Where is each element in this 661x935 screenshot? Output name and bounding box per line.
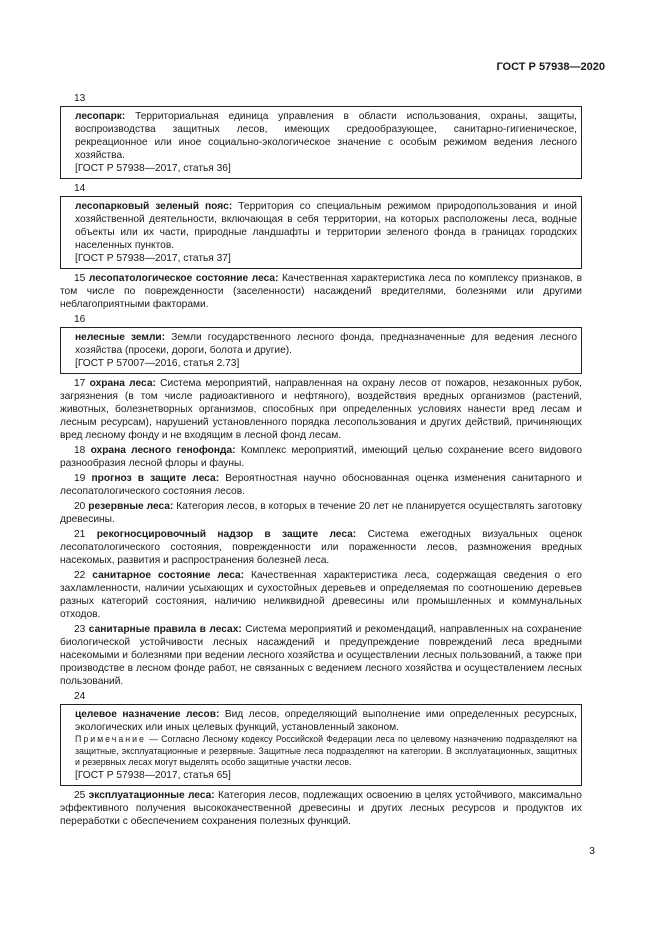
boxed-definition xyxy=(60,704,582,786)
definition-paragraph xyxy=(60,528,582,567)
entry-number: 14 xyxy=(74,183,86,194)
definition-text: Вероятностная научно обоснованная оценка изменения санитарного и лесопатологического состояния лесов. xyxy=(60,473,582,497)
term: рекогносцировочный надзор в защите леса: xyxy=(96,529,357,540)
entry-number: 18 xyxy=(74,445,86,456)
definition-text: Территория со специальным режимом природопользования и иной хозяйственной деятельности, включающая в себя территории, на которых расположены леса, водные объекты или их части, природные ландшафты и территории зеленого фонда в границах городских населенных пунктов. xyxy=(75,201,577,251)
term: санитарное состояние леса: xyxy=(92,570,245,581)
term: нелесные земли: xyxy=(75,332,166,343)
term: эксплуатационные леса: xyxy=(88,789,215,801)
boxed-definition xyxy=(60,327,582,374)
term: лесопарковый зеленый пояс: xyxy=(75,201,233,212)
definition-paragraph xyxy=(60,472,582,498)
note-text: — Согласно Лесному кодексу Российской Федерации леса по целевому назначению подразделяют на защитные, эксплуатационные и резервные. Защитные леса подразделяют на категории. В эксплуатационных, защитных и резервных лесах могут выделять особо защитные участки лесов. xyxy=(75,734,577,767)
source-reference: [ГОСТ Р 57938—2017, статья 36] xyxy=(75,163,231,174)
entry-number: 17 xyxy=(74,378,86,389)
entry-number: 21 xyxy=(74,529,86,540)
entry-number: 19 xyxy=(74,473,86,484)
definition-paragraph xyxy=(60,789,582,828)
definition-paragraph xyxy=(60,500,582,526)
page-number: 3 xyxy=(589,845,595,857)
definitions-list xyxy=(60,92,582,830)
term: целевое назначение лесов: xyxy=(75,709,220,720)
term: лесопатологическое состояние леса: xyxy=(88,273,279,284)
definition-paragraph xyxy=(60,444,582,470)
definition-text: Территориальная единица управления в области использования, охраны, защиты, воспроизводства защитных лесов, имеющих средообразующее, санитарно-гигиеническое, рекреационное или иное социально-экологическое значение с особым режимом ведения лесного хозяйства. xyxy=(75,111,577,161)
entry-number: 23 xyxy=(74,624,86,635)
entry-number: 22 xyxy=(74,570,86,581)
definition-text: Категория лесов, подлежащих освоению в целях устойчивого, максимально эффективного получения высококачественной древесины и других лесных ресурсов и продуктов их переработки с обеспечением сохранения полезных функций. xyxy=(60,789,582,827)
term: охрана лесного генофонда: xyxy=(90,445,236,456)
definition-paragraph xyxy=(60,272,582,311)
definition-text: Качественная характеристика леса по комплексу признаков, в том числе по поврежденности (заселенности) насаждений вредителями, болезнями или другими неблагоприятными факторами. xyxy=(60,273,582,310)
note xyxy=(75,734,577,769)
definition-text: Система ежегодных визуальных оценок лесопатологического состояния, поврежденности или пораженности лесов, размножения вредных насекомых, развития и распространения болезней леса. xyxy=(60,529,582,566)
source-reference: [ГОСТ Р 57007—2016, статья 2.73] xyxy=(75,358,240,369)
definition-text: Система мероприятий, направленная на охрану лесов от пожаров, незаконных рубок, загрязнения (в том числе радиоактивного и нефтяного), воздействия вредных организмов (растений, животных, болезнетворных организмов, способных при определенных условиях нанести вред лесам и лесным ресурсам), нарушений установленного порядка лесопользования и других действий, причиняющих вред лесному фонду и не входящим в лесной фонд лесам. xyxy=(60,378,582,441)
definition-text: Система мероприятий и рекомендаций, направленных на сохранение биологической устойчивости лесных насаждений и предупреждение повреждений леса вредными насекомыми и болезнями при ведении лесного хозяйства и осуществлении лесных пользований, а также при производстве в лесном фонде работ, не связанных с ведением лесного хозяйства и осуществлением лесных пользований. xyxy=(60,624,582,687)
entry-number: 24 xyxy=(74,691,86,702)
entry-number: 13 xyxy=(74,93,86,104)
entry-number: 25 xyxy=(74,789,86,801)
definition-paragraph xyxy=(60,377,582,442)
definition-text: Земли государственного лесного фонда, предназначенные для ведения лесного хозяйства (просеки, дороги, болота и другие). xyxy=(75,332,578,356)
term: охрана леса: xyxy=(89,378,156,389)
source-reference: [ГОСТ Р 57938—2017, статья 37] xyxy=(75,253,231,264)
term: санитарные правила в лесах: xyxy=(88,624,242,635)
definition-text: Вид лесов, определяющий выполнение ими определенных ресурсных, экологических или иных целевых функций, установленный законом. xyxy=(75,709,577,733)
definition-paragraph xyxy=(60,623,582,688)
term: лесопарк: xyxy=(75,111,126,122)
definition-text: Категория лесов, в которых в течение 20 лет не планируется осуществлять заготовку древесины. xyxy=(60,501,582,525)
entry-number: 20 xyxy=(74,501,86,512)
document-code: ГОСТ Р 57938—2020 xyxy=(496,61,605,73)
definition-paragraph xyxy=(60,569,582,621)
source-reference: [ГОСТ Р 57938—2017, статья 65] xyxy=(75,769,231,781)
boxed-definition xyxy=(60,106,582,179)
entry-number: 16 xyxy=(74,314,86,325)
term: прогноз в защите леса: xyxy=(91,473,220,484)
definition-text: Качественная характеристика леса, содержащая сведения о его захламленности, наличии усыхающих и сухостойных деревьев и определяемая по соотношению деревьев разных категорий состояния, наличию неликвидной древесины или промышленных и коммунальных отходов. xyxy=(60,570,582,620)
entry-number: 15 xyxy=(74,273,86,284)
boxed-definition xyxy=(60,196,582,269)
definition-text: Комплекс мероприятий, имеющий целью сохранение всего видового разнообразия лесной флоры и фауны. xyxy=(60,445,583,469)
term: резервные леса: xyxy=(88,501,174,512)
note-label: Примечание xyxy=(75,734,146,744)
